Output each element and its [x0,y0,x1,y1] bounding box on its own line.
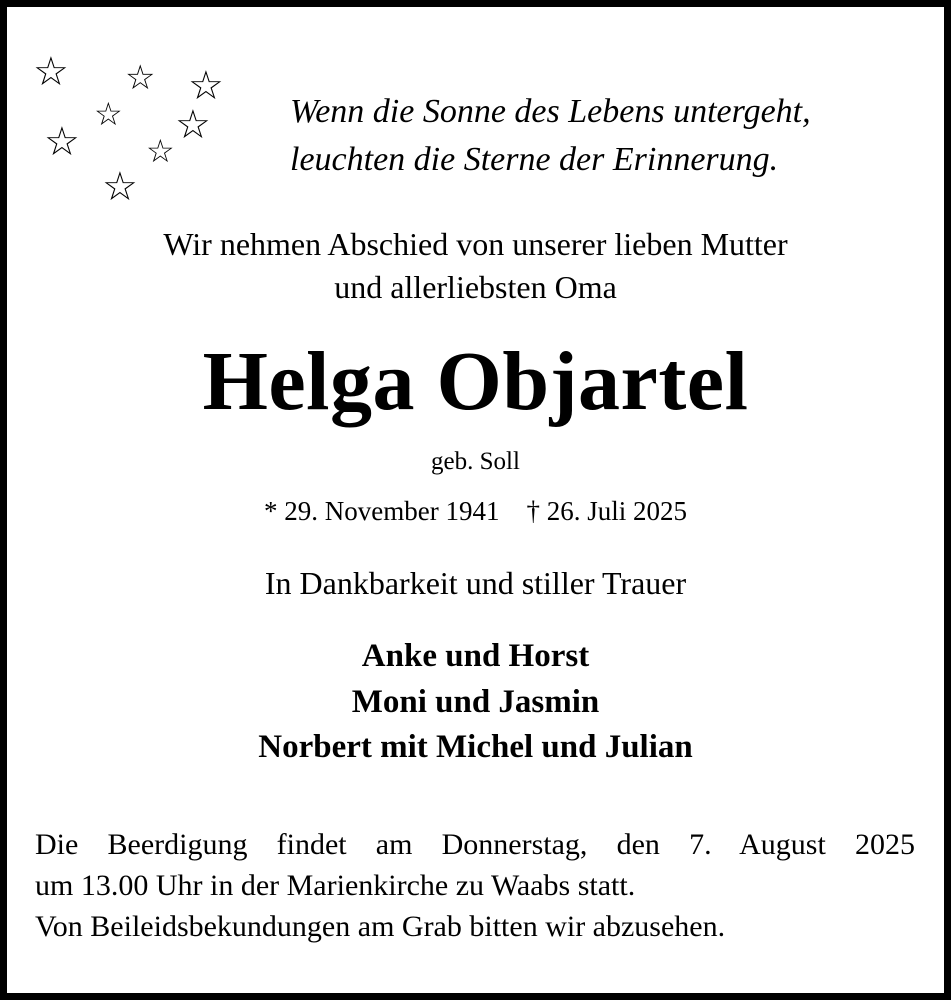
mourner-2: Moni und Jasmin [351,684,600,720]
deceased-name: Helga Objartel [202,335,749,428]
funeral-line-1: Die Beerdigung findet am Donnerstag, den 7. August 2025 [35,828,915,861]
death-date: † 26. Juli 2025 [526,496,687,526]
star-icon: ☆ [102,164,138,209]
star-icon: ☆ [33,49,69,94]
mourner-1: Anke und Horst [361,638,590,674]
birth-name: geb. Soll [431,448,520,475]
mourner-3: Norbert mit Michel und Julian [258,729,693,765]
mourning-text: In Dankbarkeit und stiller Trauer [264,565,687,601]
star-icon: ☆ [175,102,211,147]
intro-line-1: Wir nehmen Abschied von unserer lieben Mutter [163,226,788,262]
funeral-info [35,824,915,947]
star-icon: ☆ [146,133,175,169]
star-icon: ☆ [125,60,156,97]
birth-date: * 29. November 1941 [264,496,500,526]
funeral-line-3: Von Beileidsbekundungen am Grab bitten wir abzusehen. [35,910,726,943]
funeral-line-2: um 13.00 Uhr in der Marienkirche zu Waabs statt. [35,869,636,902]
dates [0,498,951,525]
star-icon: ☆ [188,63,224,108]
quote-line-1: Wenn die Sonne des Lebens untergeht, [290,93,811,130]
star-icon: ☆ [44,119,80,164]
quote-line-2: leuchten die Sterne der Erinnerung. [290,141,779,178]
star-icon: ☆ [94,96,123,132]
intro-line-2: und allerliebsten Oma [334,269,617,305]
